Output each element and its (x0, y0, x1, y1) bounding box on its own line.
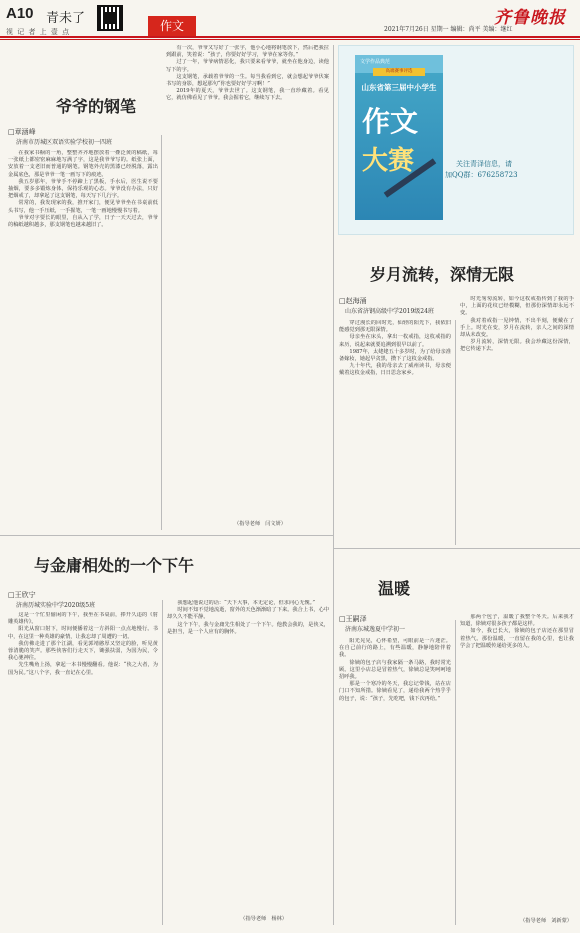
section-divider (333, 548, 580, 549)
masthead-subline: 视 记 者 上 壹 点 (6, 28, 71, 36)
paragraph: 穿过漫长的回时光，仙轻的阳光下，我依旧能感觉到那无限深情。 (339, 320, 451, 334)
article-author: □王欣宁 (8, 591, 36, 599)
ad-qq-line: 加QQ群：676258723 (445, 171, 518, 179)
page-number: A10 (6, 5, 34, 22)
article-school: 济南东城逸夏中学初一 (345, 626, 406, 633)
ad-headline-2: 大赛 (362, 145, 415, 175)
article-title: 温暖 (378, 579, 411, 598)
paragraph: 这是一个忙里偷闲的下午，我坐在书桌前，捧开久违的《射雕英雄传》。 (8, 612, 158, 626)
paragraph: 我五岁那年，爷爷手不停蹄上了黑板，手水后，医生说不要抽烟，要多多锻炼身体，保持乐观的心态。爷爷没有办法，只好把烟戒了，却拿起了这支钢笔，每天写下几行字。 (8, 178, 158, 200)
article-title: 岁月流转，深情无限 (370, 265, 515, 284)
article-body (460, 296, 574, 545)
paragraph: 阳光晃晃，心怀希望，可眼前是一片迷茫。在自己前行的路上，有些温暖，静静地陪伴着我。 (339, 638, 451, 659)
ad-headline-1: 作文 (362, 106, 419, 137)
article-body (339, 320, 451, 545)
section-divider (0, 535, 333, 536)
column-divider (161, 135, 162, 530)
paragraph: 爷爷对字要长的眼里，自从入了学，日子一天天过去，爷爷的稿纸越积越多，那支钢笔也越来越旧了。 (8, 214, 158, 229)
paragraph: 这个下午，我与金庸先生相处了一个下午。他教会我的，是侠义，是担当，是一个人应有的胸怀。 (167, 621, 329, 635)
column-divider (455, 320, 456, 545)
paragraph: 2019年的夏天，爷爷去世了。这支钢笔，我一直珍藏着。看见它，就仿佛看见了爷爷。我会握着它，继续写下去。 (166, 88, 329, 102)
paragraph: 我对着戒指一见钟情，不出半刻，便戴在了手上。时光在变，岁月在流转，亲人之间的深情却从未改变。 (460, 317, 574, 339)
ad-info-line: 关注青泽信息，请 (456, 160, 512, 168)
paragraph: 如今，我已长大，徐姨的包子店还在那里冒着热气。那份温暖，一直留在我的心里，也让我学会了把温暖传递给更多的人。 (460, 628, 574, 649)
paragraph: 在我家书橱的一角，整整齐齐地摆放着一叠泛黄的稿纸，每一张纸上都密密麻麻地写满了字，这是我爷爷写的。纸张上面，安放着一支老旧而普通的钢笔。钢笔外壳的黑漆已经脱落，露出金属底色，那是爷爷一笔一画写下的痕迹。 (8, 150, 158, 178)
column-badge: 作文 (148, 16, 196, 36)
paragraph: 常常的，我发现家的我，推开家门，便见爷爷坐在书桌前低头书写，他一手压纸，一手握笔，一笔一画地慢慢书写着。 (8, 200, 158, 214)
paragraph: 时光匆匆流转，如今这枚戒指传到了我的手中，上面的花纹已经模糊，但那份深情却永远不变。 (460, 296, 574, 317)
paragraph: 那是一个寒冷的冬天，我忘记带钱，站在店门口不知所措。徐姨看见了，递给我两个热乎乎的包子，说：“孩子，先吃吧，钱下次再给。” (339, 681, 451, 702)
page-name: 青未了 (46, 10, 86, 25)
ad-contest-name: 山东省第三届中小学生 (361, 83, 437, 92)
paragraph: 这支钢笔，承载着爷爷的一生。每当我看到它，就会想起爷爷伏案书写的身影，想起那句“你也要好好学习啊！” (166, 73, 329, 88)
article-credit: （指导老师 刘新蒙） (520, 918, 572, 924)
paragraph: 有一次，爷爷又写好了一张字，他小心地将钢笔放下，然后把我拉到跟前，笑着说：“孩子，你要好好学习，爷爷在家等你。” (166, 45, 329, 59)
qr-code-icon (97, 5, 123, 31)
paragraph: 我仿佛走进了那个江湖，看见郭靖憨厚又坚定的脸，听见黄蓉清脆的笑声。那些侠客们行走天下，锄强扶弱，为国为民，令我心驰神往。 (8, 640, 158, 662)
paragraph: 先生嘴角上扬，拿起一本书慢慢翻看。他说：“侠之大者，为国为民。”这八个字，我一直记在心里。 (8, 662, 158, 676)
column-divider (162, 600, 163, 925)
article-body (166, 45, 329, 515)
paragraph: 徐姨的包子店与我家隔一条马路，我时常光顾。这里小店总是冒着热气，徐姨总是笑呵呵地招呼我。 (339, 659, 451, 681)
paragraph: 岁月流转，深情无限。我会珍藏这份深情，把它传递下去。 (460, 339, 574, 353)
column-divider (333, 45, 334, 925)
article-title: 与金庸相处的一个下午 (34, 556, 195, 575)
article-body (460, 614, 574, 914)
paragraph: 我想起他说过的话：“天下大事，本无定论，但求问心无愧。” (177, 600, 315, 606)
article-body (8, 612, 158, 927)
ad-series: 文学作品典范 (360, 59, 391, 65)
article-school: 济南市历城区双语实验学校初一四班 (16, 139, 113, 146)
article-school: 山东省济钢高级中学2019级24班 (345, 308, 434, 315)
article-author: □王嗣泽 (339, 615, 367, 623)
ad-badge: 高端赛事评选 (373, 68, 425, 76)
article-title: 爷爷的钢笔 (56, 97, 137, 116)
masthead-rule (0, 36, 580, 38)
article-body (339, 638, 451, 925)
paragraph: 时间不知不觉地流逝，窗外的天色渐渐暗了下来。我合上书，心中却久久不能平静。 (167, 607, 329, 621)
article-author: □赵海涌 (339, 297, 367, 305)
article-school: 济南历城实验中学2020级5班 (16, 602, 96, 609)
article-body (167, 600, 329, 910)
paragraph: 母亲坐在床头，拿出一枚戒指，这枚戒指的来历，说起来就要追溯到很早以前了。 (339, 334, 451, 348)
newspaper-logo: 齐鲁晚报 (494, 8, 566, 28)
paragraph: 那两个包子，温暖了我整个冬天。后来我才知道，徐姨对很多孩子都是这样。 (460, 614, 574, 628)
dateline: 2021年7月26日 星期一 编辑：尚平 美编：继红 (384, 26, 513, 33)
masthead-rule-thin (0, 39, 580, 40)
paragraph: 九十年代，我的母亲去了威州读书，母亲便戴着这枚金戒指，日日思念家乡。 (339, 363, 451, 377)
article-credit: （指导老师 闫文妍） (234, 521, 286, 527)
column-divider (455, 620, 456, 925)
article-author: □章涵峰 (8, 128, 36, 136)
article-body (8, 150, 158, 530)
paragraph: 1987年，太姥姥五十多岁时，为了给母亲准备嫁妆，她起早贪黑，攒下了这枚金戒指。 (339, 348, 451, 363)
paragraph: 过了一年，爷爷病情恶化，我只要来看爷爷，就坐在他身边，读他写下的字。 (166, 59, 329, 73)
article-credit: （指导老师 杨林） (240, 916, 287, 922)
paragraph: 阳光从窗口射下，时间便播着这一方斜阳一点点地慢行。书中，在这里一种英雄的豪情，让我忘却了周遭的一切。 (8, 626, 158, 640)
